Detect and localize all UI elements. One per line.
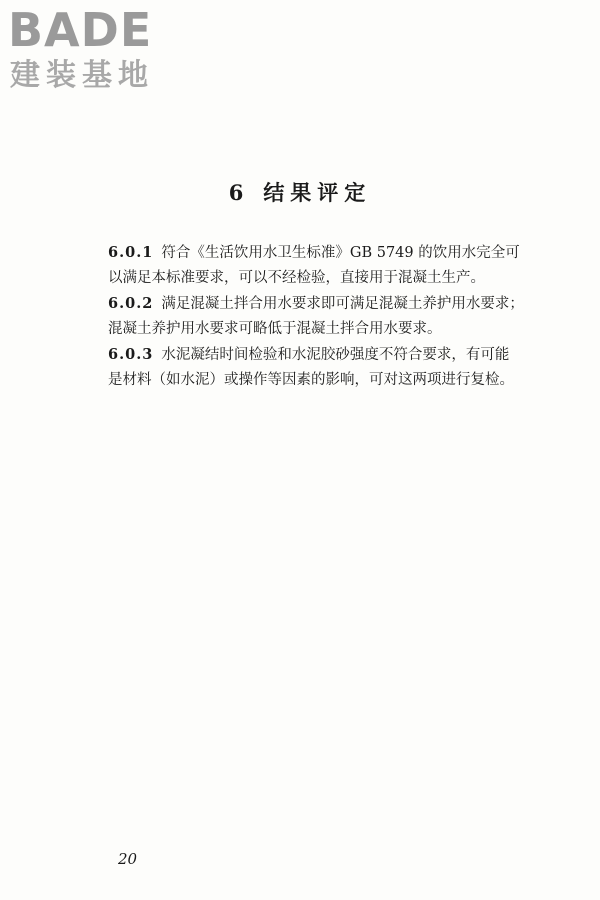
clause-text-line2: 是材料（如水泥）或操作等因素的影响，可对这两项进行复检。 [108,372,514,388]
clause-6-0-1 [108,240,528,291]
clause-number: 6.0.2 [108,295,154,312]
clause-text-line1: 满足混凝土拌合用水要求即可满足混凝土养护用水要求； [161,296,524,312]
clause-6-0-2 [108,291,528,342]
clause-text-line2: 以满足本标准要求，可以不经检验，直接用于混凝土生产。 [108,270,485,286]
clause-number: 6.0.3 [108,346,154,363]
chapter-title [0,178,600,208]
watermark-cjk-text: 建装基地 [10,58,154,93]
clause-text-line2: 混凝土养护用水要求可略低于混凝土拌合用水要求。 [108,321,442,337]
page-number: 20 [118,850,138,868]
chapter-title-text: 结果评定 [263,180,372,205]
clause-text-line1: 水泥凝结时间检验和水泥胶砂强度不符合要求，有可能 [161,347,510,363]
clause-text-line1: 符合《生活饮用水卫生标准》GB 5749 的饮用水完全可 [161,245,520,261]
watermark-logo [8,4,178,96]
clause-list [108,240,528,393]
chapter-number: 6 [228,180,250,205]
watermark-latin-text: BADE [8,3,153,57]
clause-number: 6.0.1 [108,244,154,261]
clause-6-0-3 [108,342,528,393]
